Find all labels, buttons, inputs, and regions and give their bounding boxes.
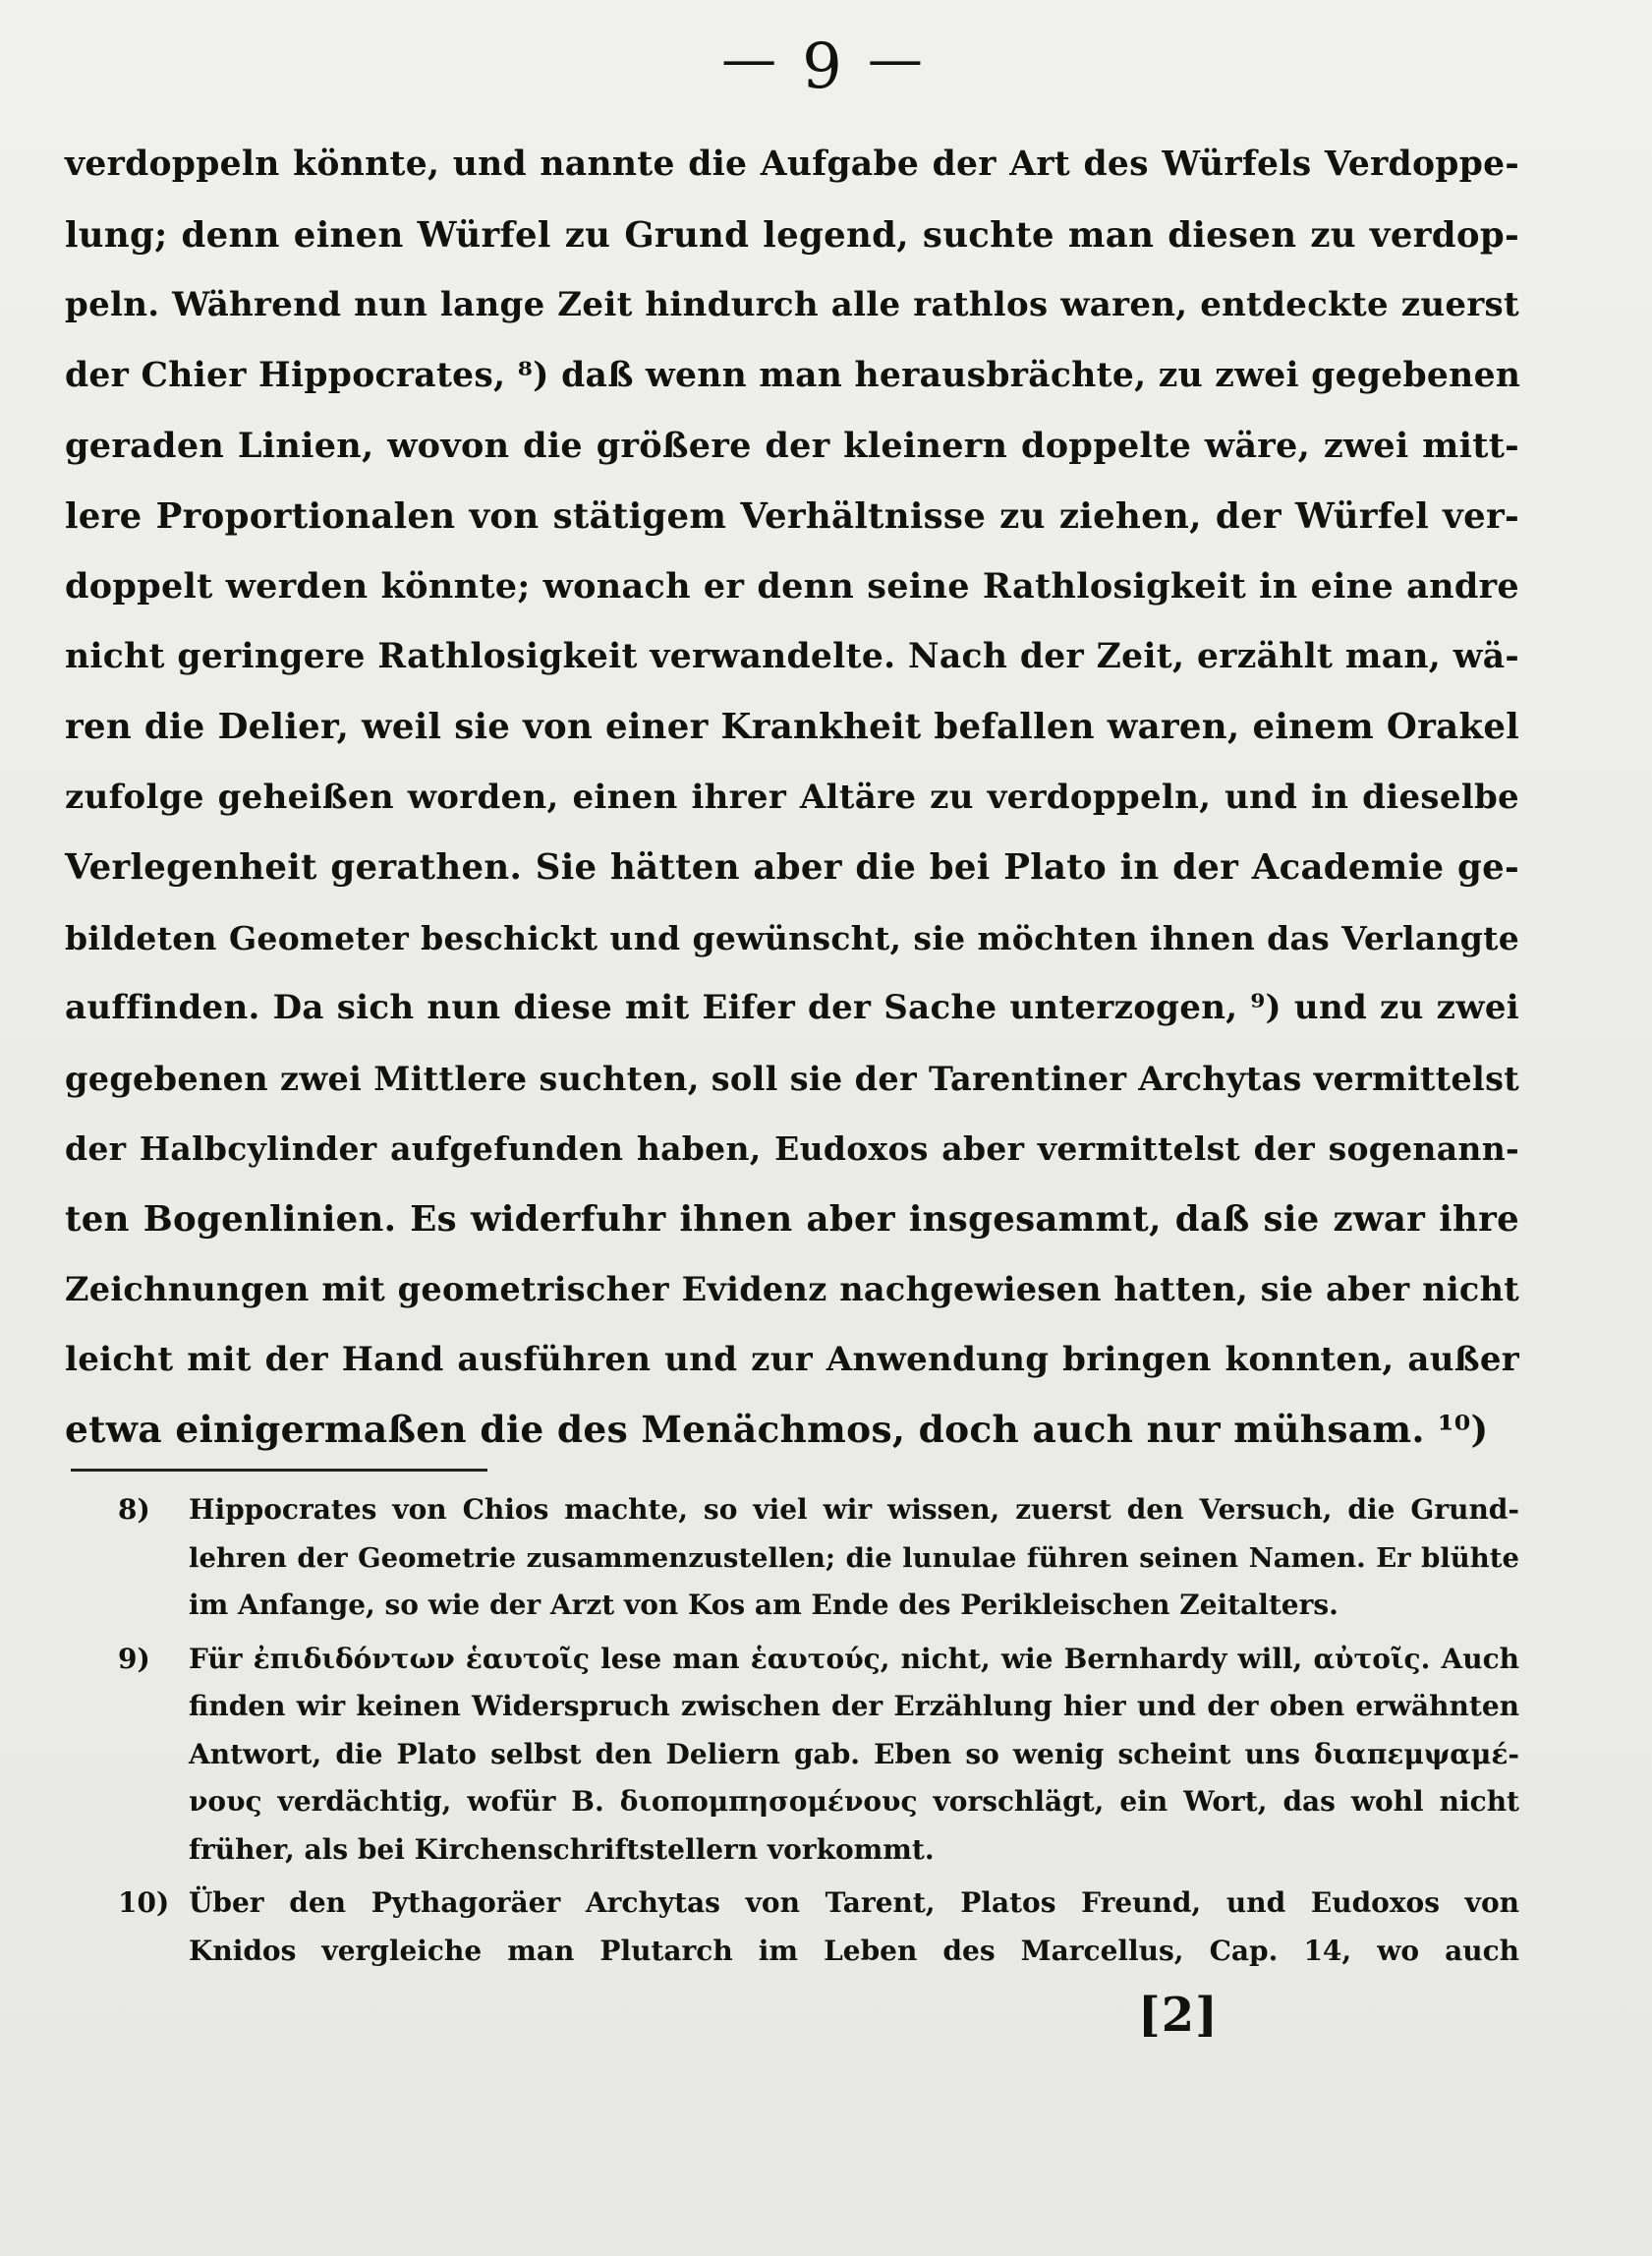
footnote-divider — [71, 1469, 487, 1472]
header-dash-right: — — [867, 28, 931, 91]
footnote-line: νους verdächtig, wofür B. διοπομπησομένους vorschlägt, ein Wort, das wohl nicht — [189, 1785, 1519, 1818]
text-line: auffinden. Da sich nun diese mit Eifer der Sache unterzogen, ⁹) und zu zwei — [65, 988, 1519, 1027]
header-dash-left: — — [721, 28, 785, 91]
text-line: der Chier Hippocrates, ⁸) daß wenn man herausbrächte, zu zwei gegebenen — [65, 355, 1521, 395]
footnote-10 — [65, 1880, 1519, 1975]
footnote-line: Knidos vergleiche man Plutarch im Leben des Marcellus, Cap. 14, wo auch — [189, 1934, 1519, 1967]
text-line: doppelt werden könnte; wonach er denn seine Rathlosigkeit in eine andre — [65, 566, 1519, 607]
text-line: lung; denn einen Würfel zu Grund legend, suchte man diesen zu verdop- — [65, 214, 1519, 256]
text-line: nicht geringere Rathlosigkeit verwandelte. Nach der Zeit, erzählt man, wä- — [65, 636, 1519, 676]
footnote-line: früher, als bei Kirchenschriftstellern vorkommt. — [189, 1832, 935, 1866]
text-line: Zeichnungen mit geometrischer Evidenz nachgewiesen hatten, sie aber nicht — [65, 1270, 1519, 1308]
footnote-line: im Anfange, so wie der Arzt von Kos am Ende des Perikleischen Zeitalters. — [189, 1589, 1339, 1621]
page-header — [0, 28, 1652, 103]
text-line: leicht mit der Hand ausführen und zur Anwendung bringen konnten, außer — [65, 1339, 1519, 1379]
footnote-line: Antwort, die Plato selbst den Deliern gab. Eben so wenig scheint uns διαπεμψαμέ- — [189, 1737, 1519, 1770]
text-line: zufolge geheißen worden, einen ihrer Altäre zu verdoppeln, und in dieselbe — [65, 777, 1519, 817]
page-number: 9 — [802, 30, 850, 103]
footnotes-block — [65, 1486, 1519, 1975]
footnote-line: finden wir keinen Widerspruch zwischen der Erzählung hier und der oben erwähnten — [189, 1690, 1519, 1722]
text-line: geraden Linien, wovon die größere der kleinern doppelte wäre, zwei mitt- — [65, 426, 1519, 466]
text-line: ten Bogenlinien. Es widerfuhr ihnen aber insgesammt, daß sie zwar ihre — [65, 1198, 1519, 1240]
footnote-label: 10) — [118, 1886, 170, 1919]
text-line: der Halbcylinder aufgefunden haben, Eudoxos aber vermittelst der sogenann- — [65, 1129, 1519, 1168]
footnote-9 — [65, 1636, 1519, 1875]
text-line: etwa einigermaßen die des Menächmos, doch auch nur mühsam. ¹⁰) — [65, 1408, 1489, 1451]
text-line: gegebenen zwei Mittlere suchten, soll sie der Tarentiner Archytas vermittelst — [65, 1059, 1519, 1098]
footnote-line: Hippocrates von Chios machte, so viel wir wissen, zuerst den Versuch, die Grund- — [189, 1493, 1519, 1526]
text-line: lere Proportionalen von stätigem Verhältnisse zu ziehen, der Würfel ver- — [65, 495, 1519, 537]
footnote-label: 8) — [118, 1493, 150, 1526]
footnote-line: Über den Pythagoräer Archytas von Tarent, Platos Freund, und Eudoxos von — [189, 1886, 1519, 1919]
footnote-line: lehren der Geometrie zusammenzustellen; die lunulae führen seinen Namen. Er blühte — [189, 1541, 1519, 1574]
footnote-label: 9) — [118, 1642, 150, 1675]
footnote-line: Für ἐπιδιδόντων ἑαυτοῖς lese man ἑαυτούς, nicht, wie Bernhardy will, αὐτοῖς. Auch — [189, 1642, 1519, 1675]
text-line: Verlegenheit gerathen. Sie hätten aber die bei Plato in der Academie ge- — [65, 847, 1519, 888]
text-line: verdoppeln könnte, und nannte die Aufgabe der Art des Würfels Verdoppe- — [65, 145, 1519, 184]
text-line: peln. Während nun lange Zeit hindurch alle rathlos waren, entdeckte zuerst — [65, 285, 1519, 324]
signature-mark: [2] — [1138, 1988, 1219, 2043]
text-line: ren die Delier, weil sie von einer Krankheit befallen waren, einem Orakel — [65, 707, 1519, 747]
main-text-block — [65, 130, 1519, 1466]
text-line: bildeten Geometer beschickt und gewünscht, sie möchten ihnen das Verlangte — [65, 918, 1519, 957]
footnote-8 — [65, 1486, 1519, 1630]
